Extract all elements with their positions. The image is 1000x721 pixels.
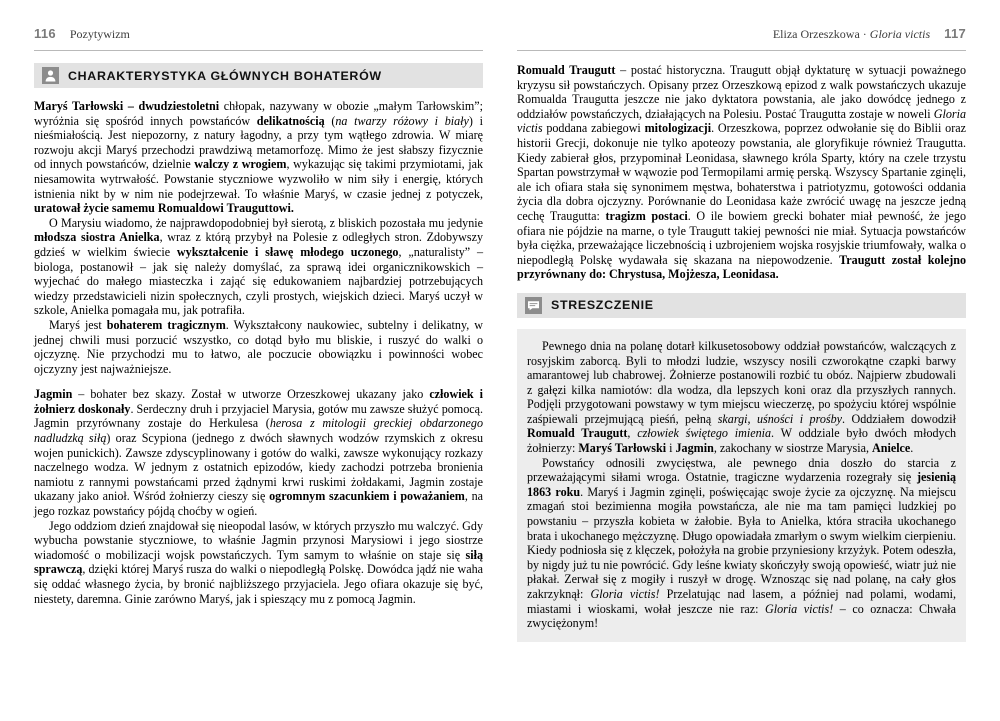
header-rule-left — [34, 50, 483, 51]
section-title-characters: CHARAKTERYSTYKA GŁÓWNYCH BOHATERÓW — [68, 68, 382, 83]
paragraph-jagmin-1: Jagmin – bohater bez skazy. Został w utworze Orzeszkowej ukazany jako człowiek i żołnierz doskonały. Serdeczny druh i przyjaciel Marysia, gotów mu zawsze służyć pomocą. Jagmin przyrównany zostaje do Herkulesa (herosa z mitologii greckiej obdarzonego nadludzką siłą) oraz Scypiona (jednego z dwóch sławnych wodzów rzymskich z okresu wojen punickich). Zawsze zdyscyplinowany i gotów do walki, zawsze wykonujący rozkazy naczelnego wodza. W jednym z ostatnich epizodów, kiedy zachodzi potrzeba bronienia namiotu z rannymi powstańcami przed żądnymi krwi ruskimi żołdakami, Jagmin zostaje ukazany jako anioł. Wśród żołnierzy cieszy się ogromnym szacunkiem i poważaniem, na jego rozkaz powstańcy pójdą choćby w ogień. — [34, 387, 484, 519]
running-head-left — [34, 26, 483, 51]
running-head-right — [517, 26, 966, 51]
paragraph-marys-1: Maryś Tarłowski – dwudziestoletni chłopak, nazywany w obozie „małym Tarłowskim”; wyróżnia się spośród innych powstańców delikatnością (na twarzy różowy i biały) i nieśmiałością. Jest niepozorny, z natury łagodny, a przy tym wątłego zdrowia. W miarę rozwoju akcji Maryś przechodzi prawdziwą metamorfozę. Mimo że jest słabszy fizycznie od innych powstańców, dzielnie walczy z wrogiem, wykazując się takimi przymiotami, jak niesamowita wytrwałość. Powstanie styczniowe wyzwoliło w nim siły i energię, których istnienia nikt by w nim nie podejrzewał. To właśnie Maryś, w czasie jednej z potyczek, uratował życie samemu Romualdowi Trauguttowi. — [34, 99, 483, 216]
section-header-characters — [34, 63, 483, 88]
running-head-row — [34, 26, 966, 51]
paragraph-summary-2: Powstańcy odnosili zwycięstwa, ale pewnego dnia doszło do starcia z przeważającymi siłami wroga. Ostatnie, tragiczne wydarzenia rozegrały się jesienią 1863 roku. Maryś i Jagmin zginęli, poświęcając swoje życie za ojczyznę. Na miejscu zmagań stoi bezimienna mogiła powstańcza, ale nie ma tam pamięci ludzkiej po powstaniu – przyszła kobieta w żałobie. Była to Anielka, która straciła ukochanego brata i ukochanego mężczyznę. Długo opowiadała zmarłym o swym wielkim cierpieniu. Kiedy podniosła się z klęczek, położyła na grobie przyniesiony krzyżyk. Potem odeszła, by nigdy już tu nie powrócić. Gdy leśne kwiaty skończyły swoją opowieść, wiatr już nie płakał. Zerwał się z mogiły i ruszył w drogę. Wznosząc się nad polanę, na cały głos zakrzyknął: Gloria victis! Przelatując nad lasem, a później nad polami, wodami, miastami i wioskami, wołał jeszcze nie raz: Gloria victis! – co oznacza: Chwała zwyciężonym! — [527, 455, 957, 631]
folio-right: 117 — [944, 26, 966, 41]
paragraph-marys-3: Maryś jest bohaterem tragicznym. Wykształcony naukowiec, subtelny i delikatny, w jednej chwili musi porzucić wszystko, co dotąd było mu bliskie, i ruszyć do walki o ojczyznę. Nie przychodzi mu to łatwo, ale poczucie obowiązku i powinności wobec ojczyzny jest najważniejsze. — [34, 317, 484, 376]
section-header-summary — [517, 293, 966, 318]
speech-bubble-icon — [525, 297, 542, 314]
header-rule-right — [517, 50, 966, 51]
column-left — [34, 63, 483, 642]
column-right — [517, 63, 966, 642]
paragraph-traugutt: Romuald Traugutt – postać historyczna. Traugutt objął dyktaturę w sytuacji poważnego kryzysu sił powstańczych. Opisany przez Orzeszkową epizod z walk powstańczych ukazuje Romualda Traugutta jeszcze nie jako dyktatora powstania, ale jako dowódcę jednego z oddziałów powstańczych, działających na Polesiu. Postać Traugutta zostaje w noweli Gloria victis poddana zabiegowi mitologizacji. Orzeszkowa, poprzez odwołanie się do Biblii oraz historii Grecji, dokonuje nie tylko apoteozy powstania, ale gloryfikuje również Traugutta. Kiedy zabierał głos, przypominał Leonidasa, sławnego króla Sparty, który na czele trzystu Spartan powstrzymał w wąwozie pod Termopilami armię perską. Wszyscy Spartanie zginęli, ale ich ofiara stała się synonimem męstwa, bohaterstwa i patriotyzmu, gotowości oddania życia dla dobra ojczyzny. Porównanie do Leonidasa każe zwrócić uwagę na jeszcze jedną cechę Traugutta: tragizm postaci. O ile bowiem grecki bohater miał pewność, że jego ofiara nie pójdzie na marne, o tyle Traugutt takiej pewności nie miał. Sytuacja powstańców była ciężka, przeważające liczebnością i uzbrojeniem wojska rosyjskie triumfowały, walka o niepodległą Polskę wydawała się skazana na niepowodzenie. Traugutt został kolejno przyrównany do: Chrystusa, Mojżesza, Leonidasa. — [517, 63, 966, 282]
paragraph-summary-1: Pewnego dnia na polanę dotarł kilkusetosobowy oddział powstańców, walczących z rosyjskim zaborcą. Byli to młodzi ludzie, wszyscy nosili czworokątne czapki barwy amarantowej lub chabrowej. Żołnierze postanowili rozbić tu obóz. Najpierw zbudowali z gałęzi kilka namiotów: dla wodza, dla lepszych koni oraz dla przyszłych rannych. Podjęli przygotowani powstawy w tym miejscu wieczerzę, po spożyciu której wspólnie zaśpiewali przejmującą pieśń, pełną skargi, uśności i prośby. Oddziałem dowodził Romuald Traugutt, człowiek świętego imienia. W oddziale było dwóch młodych żołnierzy: Maryś Tarłowski i Jagmin, zakochany w siostrze Marysia, Anielce. — [527, 338, 957, 456]
folio-left: 116 — [34, 26, 56, 41]
person-icon — [42, 67, 59, 84]
paragraph-jagmin-2: Jego oddziom dzień znajdował się nieopodal lasów, w których przyszło mu walczyć. Gdy wybucha powstanie styczniowe, to właśnie Jagmin przynosi Marysiowi i jego siostrze wiadomość o mobilizacji wojsk powstańczych. Tym samym to właśnie on staje się siłą sprawczą, dzięki której Maryś rusza do walki o niepodległą Polskę. Dowódca jądź nie waha się oddać własnego życia, by bronić najbliższego przyjaciela. Jego ofiara okazuje się być, niestety, daremna. Ginie zarówno Maryś, jak i spieszący mu z pomocą Jagmin. — [34, 518, 483, 606]
page-columns — [34, 63, 966, 642]
running-head-left-title: Pozytywizm — [69, 27, 130, 41]
section-title-summary: STRESZCZENIE — [551, 298, 654, 313]
paragraph-marys-2: O Marysiu wiadomo, że najprawdopodobniej był sierotą, z bliskich pozostała mu jedynie młodsza siostra Anielka, wraz z którą przybył na Polesie z odległych stron. Zdobywszy gdzieś w wielkim świecie wykształcenie i sławę młodego uczonego, „naturalisty” – biologa, postanowił – jak się należy domyślać, za sprawą idei organicznikowskich – wyjechać do małego miasteczka i zająć się edukowaniem najbardziej potrzebujących wiedzy przedstawicieli nizin społecznych, czyli prostych, wiejskich dzieci. Maryś uczył w szkole, Anielka pomagała mu, jak potrafiła. — [34, 215, 484, 318]
summary-block — [517, 329, 966, 642]
running-head-right-title: Eliza Orzeszkowa · Gloria victis — [772, 27, 931, 41]
